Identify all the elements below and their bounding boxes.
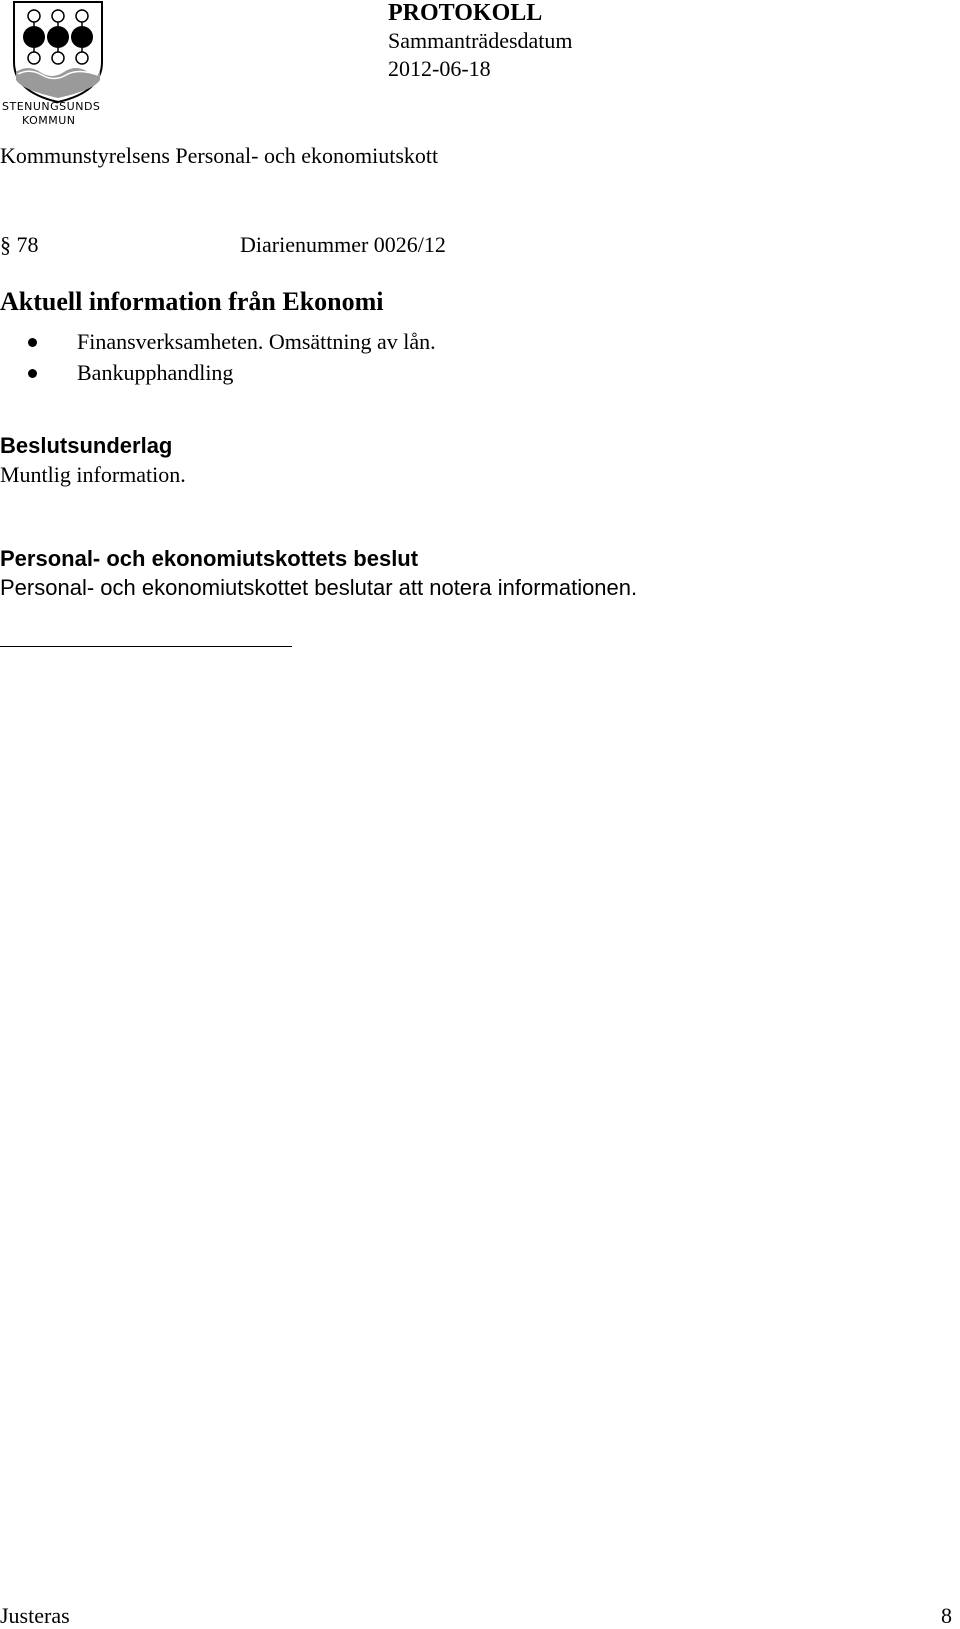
diary-number: Diarienummer 0026/12 — [240, 232, 446, 257]
item-heading: Aktuell information från Ekonomi — [0, 287, 384, 316]
page-number: 8 — [941, 1603, 952, 1628]
paragraph-number: § 78 — [0, 232, 39, 257]
bullet-icon — [28, 338, 37, 347]
logo-text-line2: KOMMUN — [22, 114, 76, 127]
signature-divider — [0, 646, 292, 647]
basis-heading: Beslutsunderlag — [0, 433, 173, 458]
list-item — [0, 328, 436, 359]
meeting-date: 2012-06-18 — [388, 56, 491, 81]
bullet-text: Bankupphandling — [77, 360, 234, 385]
meeting-date-label: Sammanträdesdatum — [388, 28, 573, 53]
basis-text: Muntlig information. — [0, 462, 186, 487]
committee-name: Kommunstyrelsens Personal- och ekonomiutskott — [0, 143, 439, 168]
decision-heading: Personal- och ekonomiutskottets beslut — [0, 546, 419, 571]
bullet-icon — [28, 369, 37, 378]
footer-justeras: Justeras — [0, 1603, 70, 1628]
list-item — [0, 359, 436, 390]
bullet-text: Finansverksamheten. Omsättning av lån. — [77, 329, 436, 354]
logo-text-line1: STENUNGSUNDS — [2, 100, 101, 113]
document-type-title: PROTOKOLL — [388, 0, 543, 26]
decision-text: Personal- och ekonomiutskottet beslutar att notera informationen. — [0, 575, 638, 600]
info-bullet-list — [0, 328, 436, 390]
coat-of-arms-icon — [0, 0, 118, 104]
municipality-logo — [0, 0, 118, 130]
